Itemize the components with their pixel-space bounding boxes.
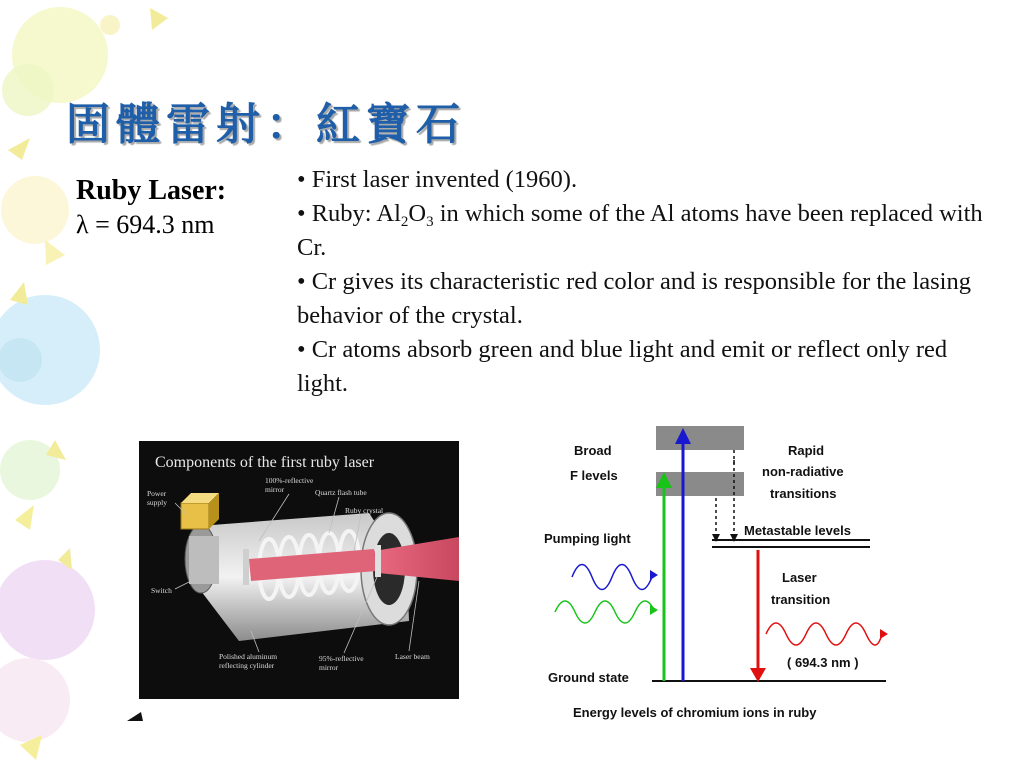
laser-wavelength: λ = 694.3 nm (76, 210, 215, 239)
ruby-laser-illustration (139, 441, 459, 699)
bullet-item: • Cr atoms absorb green and blue light and emit or reflect only red light. (297, 336, 948, 397)
label-flash-tube: Quartz flash tube (315, 488, 367, 497)
rapid-label-2: non-radiative (762, 464, 844, 479)
laser-heading (76, 174, 226, 242)
green-light-wave (555, 601, 655, 623)
energy-level-diagram (530, 420, 900, 725)
rapid-label-3: transitions (770, 486, 837, 501)
bullet-item: • Cr gives its characteristic red color and is responsible for the lasing behavior of the crystal. (297, 268, 971, 329)
label-power-supply-2: supply (147, 498, 168, 507)
ground-state-label: Ground state (548, 670, 629, 685)
photo-title: Components of the first ruby laser (155, 454, 375, 471)
label-cylinder-1: Polished aluminum (219, 652, 278, 661)
laser-transition-label-1: Laser (782, 570, 817, 585)
label-mirror100-1: 100%-reflective (265, 476, 314, 485)
slide-corner-mark (127, 712, 143, 722)
label-power-supply-1: Power (147, 489, 167, 498)
pumping-label: Pumping light (544, 531, 631, 546)
chemical-formula: $Al_2O_3$ (376, 200, 434, 230)
bullet-item: • Ruby: $Al_2O_3$ in which some of the Al atoms have been replaced with Cr. (297, 200, 983, 261)
blue-light-wave (572, 565, 652, 590)
laser-name: Ruby Laser: (76, 175, 227, 206)
broad-label-1: Broad (574, 443, 612, 458)
label-cylinder-2: reflecting cylinder (219, 661, 275, 670)
label-mirror95-2: mirror (319, 663, 339, 672)
metastable-label: Metastable levels (744, 523, 851, 538)
red-light-wave (766, 623, 882, 645)
laser-transition-label-2: transition (771, 592, 831, 607)
slide-title: 固體雷射：紅寶石 (66, 99, 466, 150)
label-mirror95-1: 95%-reflective (319, 654, 364, 663)
label-mirror100-2: mirror (265, 485, 285, 494)
bullet-list (297, 163, 987, 401)
label-switch: Switch (151, 586, 172, 595)
broad-band-upper (656, 426, 744, 450)
label-ruby-crystal: Ruby crystal (345, 506, 384, 515)
label-laser-beam: Laser beam (395, 652, 430, 661)
wavelength-label: ( 694.3 nm ) (787, 655, 859, 670)
rapid-label-1: Rapid (788, 443, 825, 458)
diagram-caption: Energy levels of chromium ions in ruby (573, 705, 817, 720)
bullet-item: • First laser invented (1960). (297, 166, 578, 193)
broad-label-2: F levels (570, 468, 618, 483)
